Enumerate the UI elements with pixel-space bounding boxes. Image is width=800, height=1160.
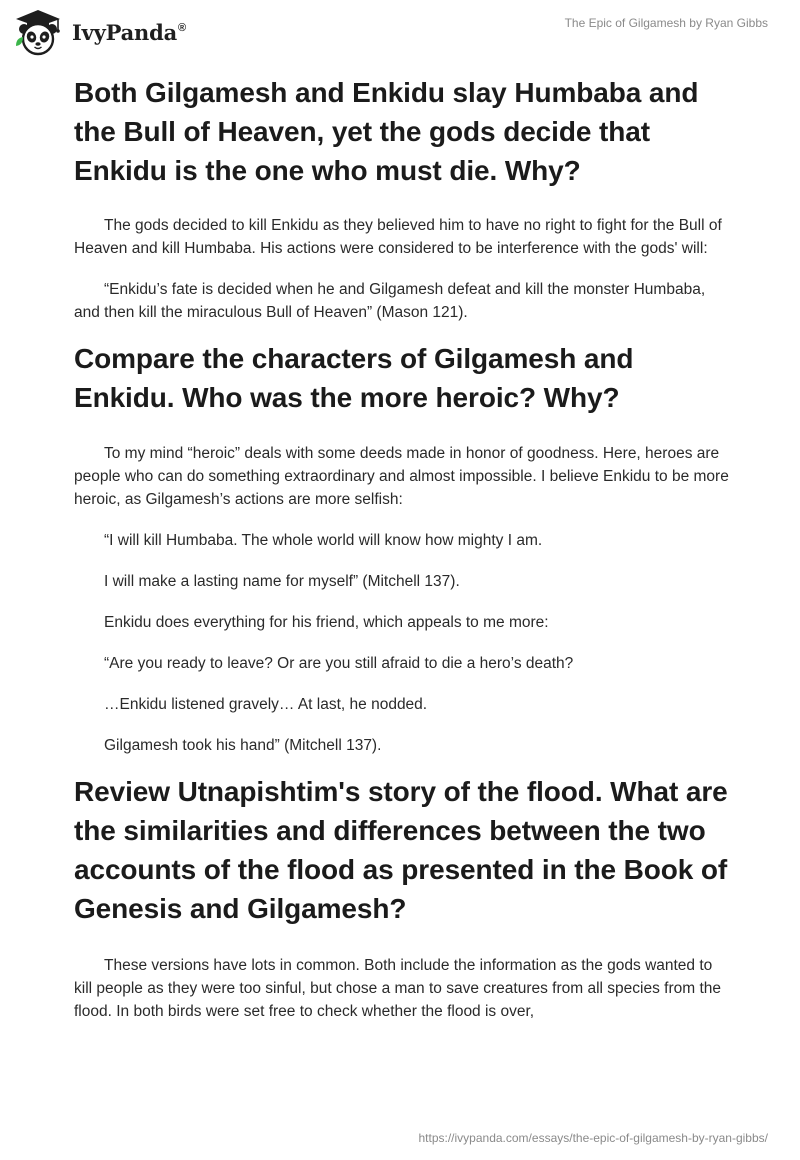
brand-name: IvyPanda® bbox=[72, 19, 186, 45]
quote-paragraph: Gilgamesh took his hand” (Mitchell 137). bbox=[104, 737, 382, 754]
quote-paragraph: “Enkidu’s fate is decided when he and Gilgamesh defeat and kill the monster Humbaba, and then kill the miraculous Bull of Heaven” (Mason 121). bbox=[74, 281, 706, 321]
source-url-link[interactable]: https://ivypanda.com/essays/the-epic-of-gilgamesh-by-ryan-gibbs/ bbox=[418, 1131, 768, 1145]
panda-graduate-icon bbox=[12, 6, 64, 58]
section-heading: Compare the characters of Gilgamesh and Enkidu. Who was the more heroic? Why? bbox=[74, 343, 634, 413]
paragraph: To my mind “heroic” deals with some deeds made in honor of goodness. Here, heroes are people who can do something extraordinary and almost impossible. I believe Enkidu to be more heroic, as Gilgamesh’s actions are more selfish: bbox=[74, 445, 729, 508]
page-header bbox=[0, 0, 800, 66]
paragraph: Enkidu does everything for his friend, which appeals to me more: bbox=[104, 614, 549, 631]
quote-paragraph: I will make a lasting name for myself” (Mitchell 137). bbox=[104, 573, 460, 590]
section-heading: Review Utnapishtim's story of the flood. What are the similarities and differences between the two accounts of the flood as presented in the Book of Genesis and Gilgamesh? bbox=[74, 776, 728, 924]
quote-paragraph: “Are you ready to leave? Or are you still afraid to die a hero’s death? bbox=[104, 655, 574, 672]
essay-content bbox=[74, 70, 734, 1023]
quote-paragraph: …Enkidu listened gravely… At last, he nodded. bbox=[104, 696, 428, 713]
section-heading: Both Gilgamesh and Enkidu slay Humbaba and the Bull of Heaven, yet the gods decide that Enkidu is the one who must die. Why? bbox=[74, 77, 699, 186]
paragraph: The gods decided to kill Enkidu as they believed him to have no right to fight for the Bull of Heaven and kill Humbaba. His actions were considered to be interference with the gods' will: bbox=[74, 217, 722, 257]
quote-paragraph: “I will kill Humbaba. The whole world will know how mighty I am. bbox=[104, 532, 543, 549]
document-title: The Epic of Gilgamesh by Ryan Gibbs bbox=[564, 16, 768, 30]
ivypanda-logo[interactable] bbox=[12, 6, 186, 58]
paragraph: These versions have lots in common. Both include the information as the gods wanted to kill people as they were too sinful, but chose a man to save creatures from all species from the flood. In both birds were set free to check whether the flood is over, bbox=[74, 957, 722, 1020]
